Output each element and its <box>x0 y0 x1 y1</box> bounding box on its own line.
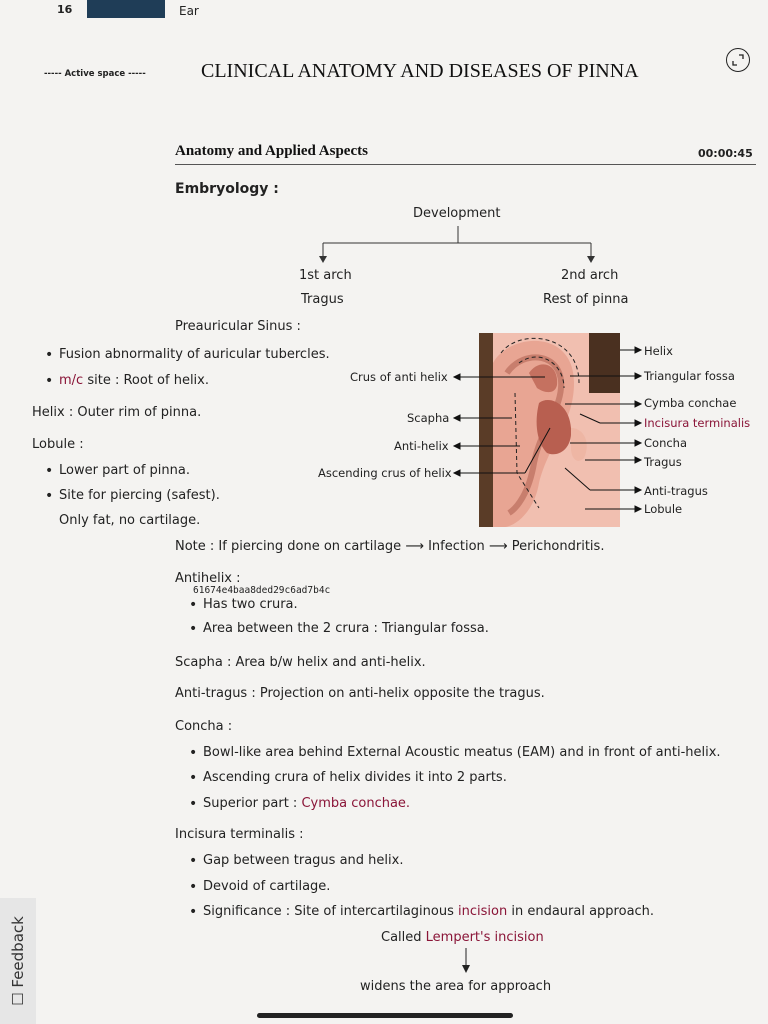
endaural-text: in endaural approach. <box>507 904 655 919</box>
cymba-conchae-text: Cymba conchae. <box>301 796 411 811</box>
incision-text: incision <box>458 904 508 919</box>
lobule-bullet-2: • Site for piercing (safest). <box>59 488 220 503</box>
note-prefix: Note : If piercing done on cartilage <box>175 539 402 554</box>
label-scapha: Scapha <box>407 411 450 425</box>
subsection-title: Anatomy and Applied Aspects <box>175 143 368 159</box>
note-perichondritis: Perichondritis. <box>511 539 605 554</box>
label-anti-helix: Anti-helix <box>394 439 449 453</box>
superior-part-text: Superior part : <box>203 796 302 811</box>
active-space-label: ----- Active space ----- <box>44 69 146 79</box>
second-arch: 2nd arch <box>561 268 619 283</box>
label-incisura-terminalis: Incisura terminalis <box>644 416 751 430</box>
concha-bullet-3 <box>203 796 410 811</box>
antihelix-bullet-1: • Has two crura. <box>203 597 298 612</box>
concha-bullet-1: • Bowl-like area behind External Acoustic meatus (EAM) and in front of anti-helix. <box>203 745 721 760</box>
first-arch: 1st arch <box>299 268 352 283</box>
helix-definition: Helix : Outer rim of pinna. <box>32 405 202 420</box>
label-anti-tragus: Anti-tragus <box>644 484 708 498</box>
arrow-icon: ⟶ <box>405 539 429 554</box>
antihelix-bullet-2: • Area between the 2 crura : Triangular fossa. <box>203 621 489 636</box>
label-ascending-crus-of-helix: Ascending crus of helix <box>318 466 452 480</box>
lempert-incision-text: Lempert's incision <box>425 930 544 945</box>
label-crus-of-anti-helix: Crus of anti helix <box>350 370 448 384</box>
lobule-note: Only fat, no cartilage. <box>59 513 201 528</box>
most-common-label: m/c <box>59 373 84 388</box>
piercing-note <box>175 539 604 554</box>
document-id: 61674e4baa8ded29c6ad7b4c <box>193 585 331 596</box>
antihelix-heading: Antihelix : <box>175 571 241 586</box>
label-helix: Helix <box>644 344 673 358</box>
note-infection: Infection <box>428 539 485 554</box>
arrow-icon: ⟶ <box>488 539 512 554</box>
label-tragus: Tragus <box>644 455 682 469</box>
concha-bullet-2: • Ascending crura of helix divides it into 2 parts. <box>203 770 507 785</box>
root-of-helix-text: site : Root of helix. <box>83 373 209 388</box>
home-indicator[interactable] <box>257 1013 513 1018</box>
preauricular-heading: Preauricular Sinus : <box>175 319 301 334</box>
significance-text: Significance : Site of intercartilaginous <box>203 904 459 919</box>
incisura-bullet-2: • Devoid of cartilage. <box>203 879 330 894</box>
scapha-definition: Scapha : Area b/w helix and anti-helix. <box>175 655 426 670</box>
widens-area-text: widens the area for approach <box>360 979 552 994</box>
concha-heading: Concha : <box>175 719 233 734</box>
lobule-bullet-1: • Lower part of pinna. <box>59 463 190 478</box>
video-timestamp: 00:00:45 <box>698 147 753 160</box>
feedback-text: Feedback <box>9 916 27 988</box>
development-node: Development <box>413 206 501 221</box>
antitragus-definition: Anti-tragus : Projection on anti-helix opposite the tragus. <box>175 686 545 701</box>
label-concha: Concha <box>644 436 688 450</box>
incisura-heading: Incisura terminalis : <box>175 827 304 842</box>
page-title: CLINICAL ANATOMY AND DISEASES OF PINNA <box>201 60 639 82</box>
tragus-origin: Tragus <box>301 292 344 307</box>
incisura-bullet-1: • Gap between tragus and helix. <box>203 853 403 868</box>
embryology-heading: Embryology : <box>175 181 279 197</box>
down-arrow-icon <box>460 948 472 974</box>
preauricular-bullet-1: • Fusion abnormality of auricular tubercles. <box>59 347 330 362</box>
label-triangular-fossa: Triangular fossa <box>644 369 735 383</box>
lobule-heading: Lobule : <box>32 437 84 452</box>
label-lobule: Lobule <box>644 502 683 516</box>
called-text: Called <box>381 930 426 945</box>
label-cymba-conchae: Cymba conchae <box>644 396 737 410</box>
lempert-line <box>381 930 544 945</box>
feedback-label: ☐ Feedback <box>9 916 27 1006</box>
page-number: 16 <box>57 3 73 16</box>
feedback-tab[interactable] <box>0 898 36 1024</box>
incisura-bullet-3 <box>203 904 654 919</box>
rest-of-pinna-origin: Rest of pinna <box>543 292 629 307</box>
section-label: Ear <box>179 4 199 18</box>
